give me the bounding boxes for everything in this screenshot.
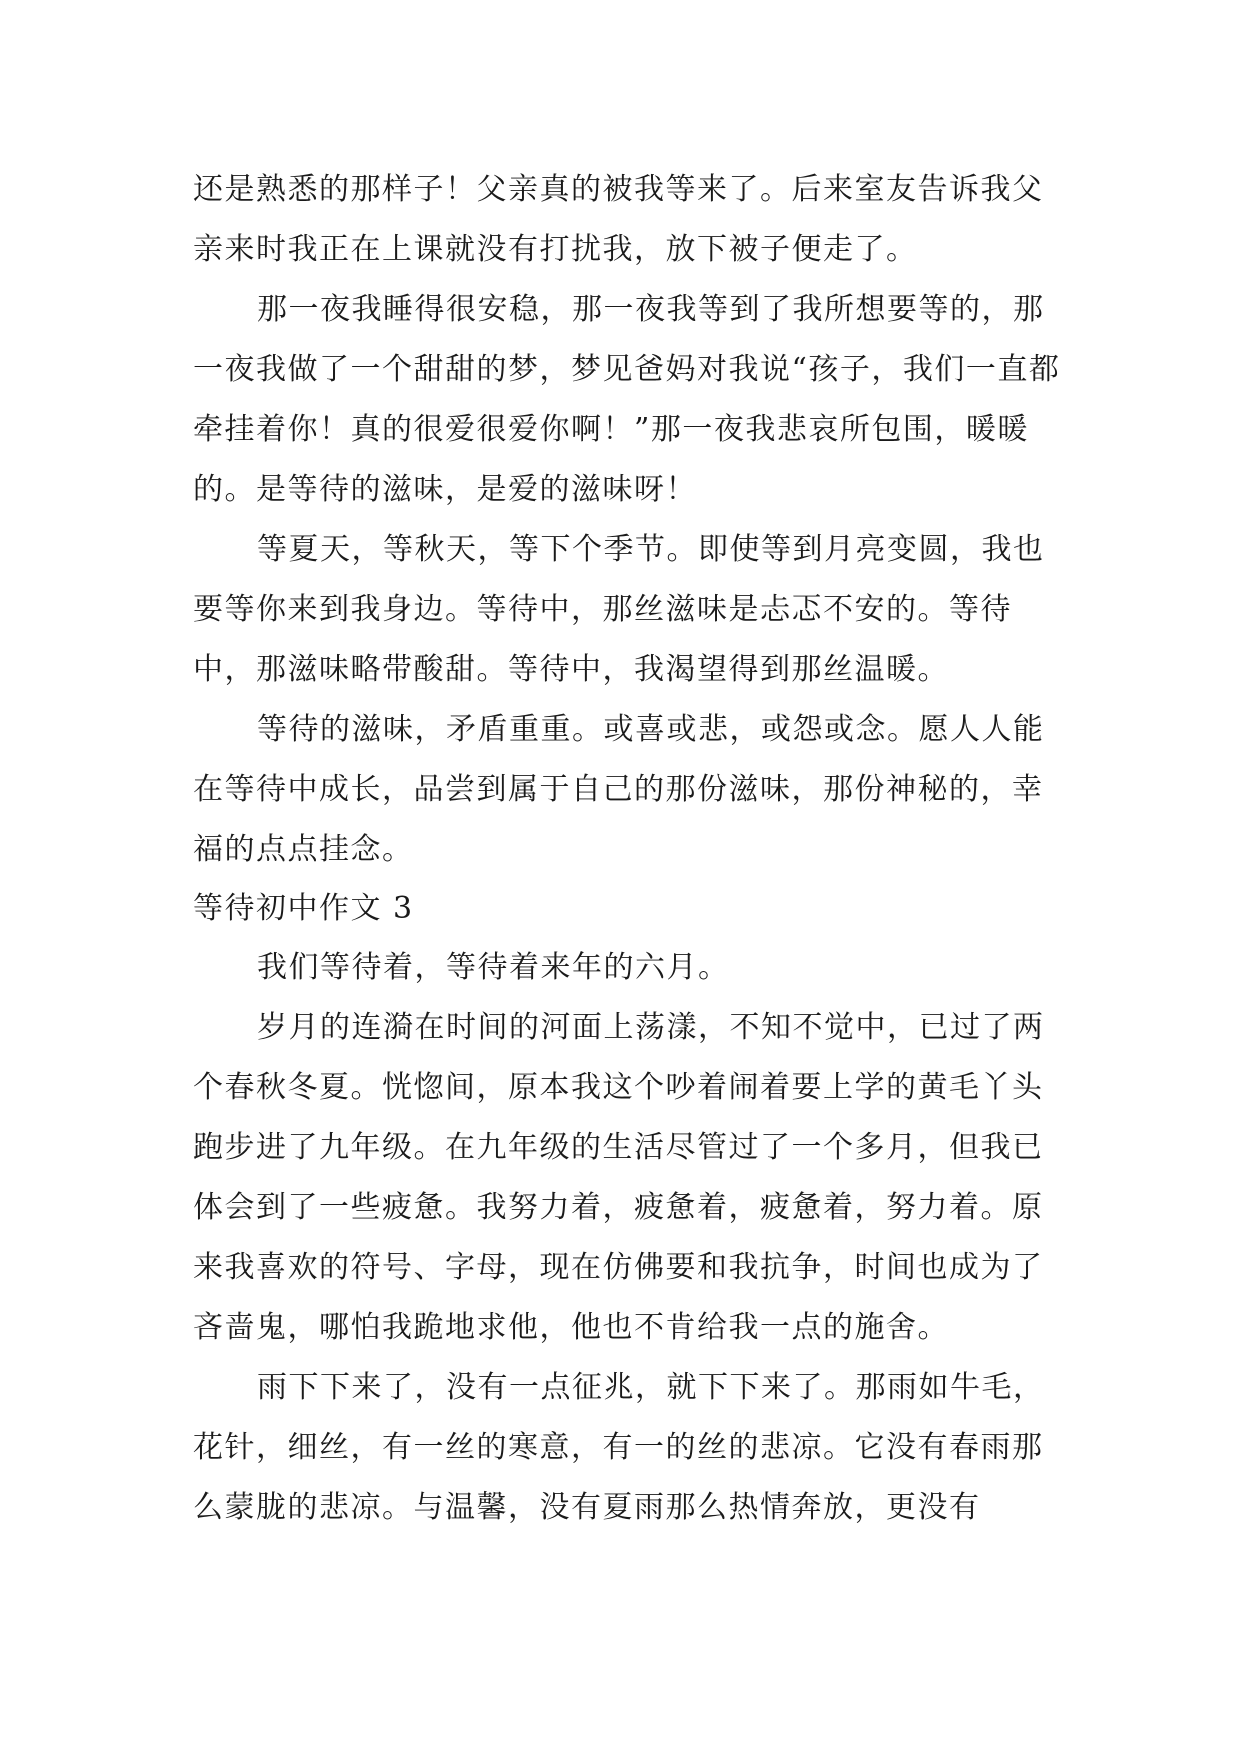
paragraph-6: 岁月的连漪在时间的河面上荡漾，不知不觉中，已过了两个春秋冬夏。恍惚间，原本我这个吵着闹着要上学的黄毛丫头跑步进了九年级。在九年级的生活尽管过了一个多月，但我已体会到了一些疲惫。我努力着，疲惫着，疲惫着，努力着。原来我喜欢的符号、字母，现在仿佛要和我抗争，时间也成为了吝啬鬼，哪怕我跪地求他，他也不肯给我一点的施舍。 xyxy=(193,1010,1045,1345)
paragraph-2: 那一夜我睡得很安稳，那一夜我等到了我所想要等的，那一夜我做了一个甜甜的梦，梦见爸妈对我说“孩子，我们一直都牵挂着你！真的很爱很爱你啊！”那一夜我悲哀所包围，暖暖的。是等待的滋味，是爱的滋味呀！ xyxy=(193,292,1061,507)
paragraph-7: 雨下下来了，没有一点征兆，就下下来了。那雨如牛毛，花针，细丝，有一丝的寒意，有一的丝的悲凉。它没有春雨那么蒙胧的悲凉。与温馨，没有夏雨那么热情奔放，更没有 xyxy=(193,1370,1045,1525)
paragraph-5: 我们等待着，等待着来年的六月。 xyxy=(257,950,730,985)
paragraph-1: 还是熟悉的那样子！父亲真的被我等来了。后来室友告诉我父亲来时我正在上课就没有打扰我，放下被子便走了。 xyxy=(193,172,1044,267)
paragraph-3: 等夏天，等秋天，等下个季节。即使等到月亮变圆，我也要等你来到我身边。等待中，那丝滋味是忐忑不安的。等待中，那滋味略带酸甜。等待中，我渴望得到那丝温暖。 xyxy=(193,532,1045,687)
paragraph-4: 等待的滋味，矛盾重重。或喜或悲，或怨或念。愿人人能在等待中成长，品尝到属于自己的那份滋味，那份神秘的，幸福的点点挂念。 xyxy=(193,712,1045,867)
document-body xyxy=(193,160,1073,1538)
section-heading: 等待初中作文 3 xyxy=(193,891,414,926)
